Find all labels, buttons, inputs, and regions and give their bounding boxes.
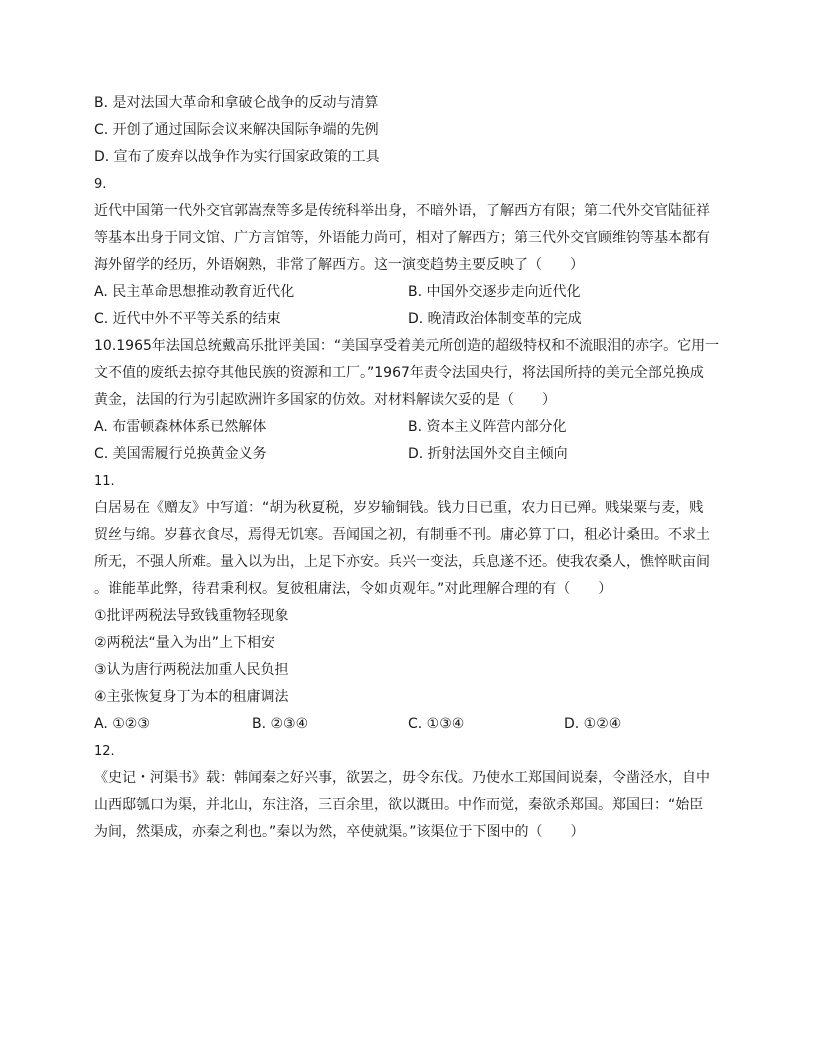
q9-stem-line: 海外留学的经历，外语娴熟，非常了解西方。这一演变趋势主要反映了（ ）	[94, 257, 584, 273]
q10-option-d: D. 折射法国外交自主倾向	[408, 446, 568, 462]
q10-option-b: B. 资本主义阵营内部分化	[408, 419, 567, 435]
q11-stem-line: 所无，不强人所难。量入以为出，上足下亦安。兵兴一变法，兵息遂不还。使我农桑人，憔悴畎亩间	[94, 554, 710, 570]
q11-item: ②两税法“量入为出”上下相安	[94, 635, 276, 651]
q10-options-row	[94, 414, 728, 441]
q11-number: 11.	[94, 474, 115, 489]
q8-option-d: D. 宣布了废弃以战争作为实行国家政策的工具	[94, 149, 380, 165]
q11-item: ③认为唐行两税法加重人民负担	[94, 662, 289, 678]
q12-stem-line: 山西邸瓠口为渠，并北山，东注洛，三百余里，欲以溉田。中作而觉，秦欲杀郑国。郑国曰：“始臣	[94, 797, 704, 813]
q8-option-c: C. 开创了通过国际会议来解决国际争端的先例	[94, 122, 379, 138]
q10-option-c: C. 美国需履行兑换黄金义务	[94, 446, 267, 462]
q9-number: 9.	[94, 177, 107, 192]
q11-item: ④主张恢复身丁为本的租庸调法	[94, 689, 289, 705]
q9-stem-line: 等基本出身于同文馆、广方言馆等，外语能力尚可，相对了解西方；第三代外交官顾维钧等基本都有	[94, 230, 710, 246]
exam-page	[94, 90, 728, 846]
q11-option-c: C. ①③④	[408, 716, 465, 732]
q8-option-b: B. 是对法国大革命和拿破仑战争的反动与清算	[94, 95, 379, 111]
q10-option-a: A. 布雷顿森林体系已然解体	[94, 419, 267, 435]
q11-option-a: A. ①②③	[94, 716, 150, 732]
q9-option-b: B. 中国外交逐步走向近代化	[408, 284, 581, 300]
q10-stem-line: 10.1965年法国总统戴高乐批评美国：“美国享受着美元所创造的超级特权和不流眼泪的赤字。它用一	[94, 338, 720, 354]
q12-stem-line: 《史记・河渠书》载：韩闻秦之好兴事，欲罢之，毋令东伐。乃使水工郑国间说秦，令凿泾水，自中	[94, 770, 710, 786]
q11-stem-line: 。谁能革此弊，待君秉利权。复彼租庸法，令如贞观年。”对此理解合理的有（ ）	[94, 581, 613, 597]
q11-stem-line: 贸丝与绵。岁暮衣食尽，焉得无饥寒。吾闻国之初，有制垂不刊。庸必算丁口，租必计桑田。不求土	[94, 527, 710, 543]
q11-stem-line: 白居易在《赠友》中写道：“胡为秋夏税，岁岁输铜钱。钱力日已重，农力日已殚。贱粜粟与麦，贱	[94, 500, 704, 516]
q10-options-row	[94, 441, 728, 468]
q11-option-b: B. ②③④	[252, 716, 309, 732]
q9-options-row	[94, 279, 728, 306]
q11-options-row	[94, 711, 728, 738]
q10-stem-line: 文不值的废纸去掠夺其他民族的资源和工厂。”1967年责令法国央行，将法国所持的美元全部兑换成	[94, 365, 704, 381]
q12-stem-line: 为间，然渠成，亦秦之利也。”秦以为然，卒使就渠。”该渠位于下图中的（ ）	[94, 824, 585, 840]
q9-stem-line: 近代中国第一代外交官郭嵩焘等多是传统科举出身，不暗外语，了解西方有限；第二代外交官陆征祥	[94, 203, 710, 219]
q11-item: ①批评两税法导致钱重物轻现象	[94, 608, 289, 624]
q10-stem-line: 黄金，法国的行为引起欧洲许多国家的仿效。对材料解读欠妥的是（ ）	[94, 392, 556, 408]
q11-option-d: D. ①②④	[564, 716, 622, 732]
q9-option-d: D. 晚清政治体制变革的完成	[408, 311, 582, 327]
q9-options-row	[94, 306, 728, 333]
q12-number: 12.	[94, 744, 115, 759]
q9-option-c: C. 近代中外不平等关系的结束	[94, 311, 281, 327]
q9-option-a: A. 民主革命思想推动教育近代化	[94, 284, 295, 300]
